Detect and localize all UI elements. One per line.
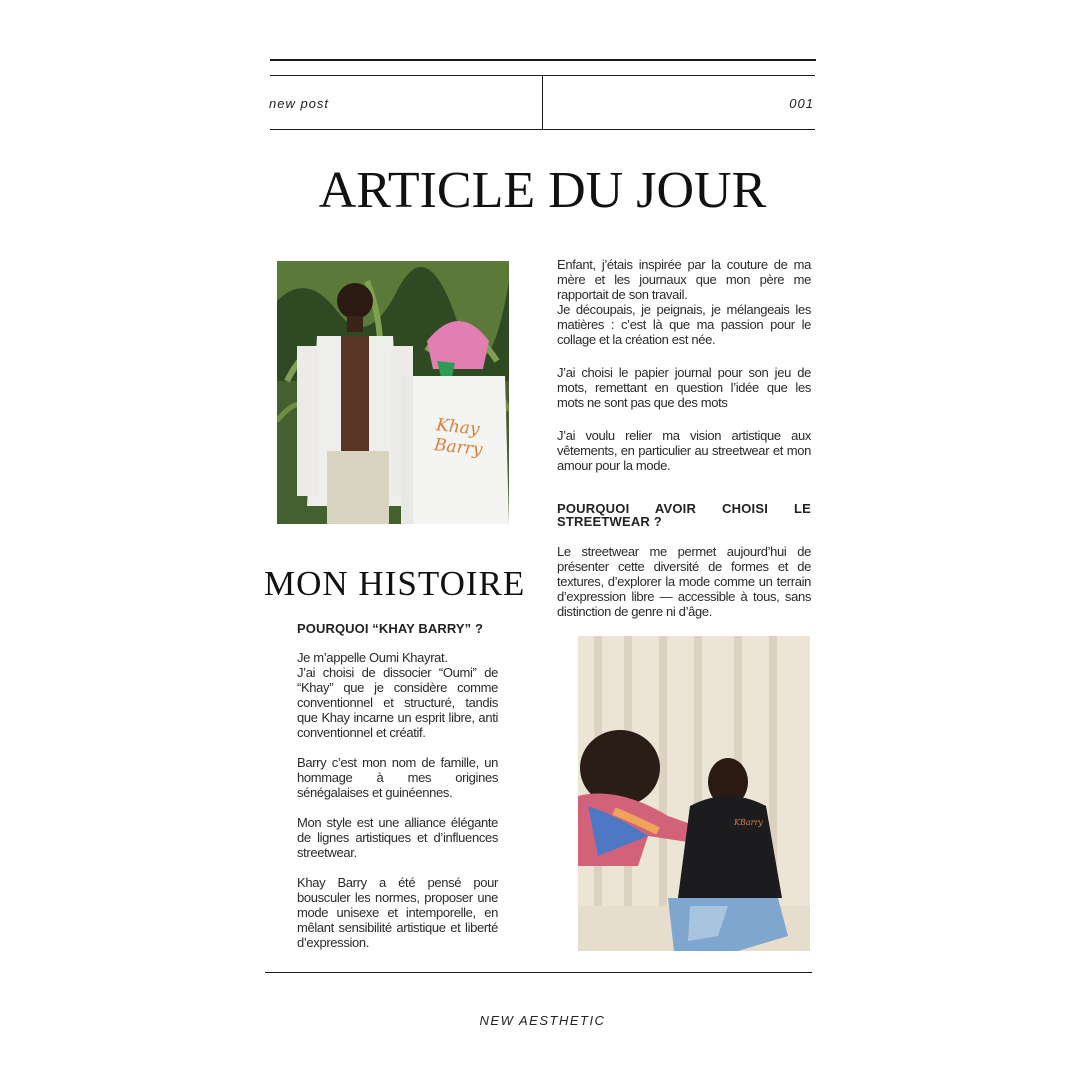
jacket-script-text: Khay Barry bbox=[433, 415, 484, 461]
right-paragraph-3: J’ai voulu relier ma vision artistique aux vêtements, en particulier au streetwear et mon amour pour la mode. bbox=[557, 428, 811, 473]
photo-duo-garden-image bbox=[277, 261, 509, 524]
left-paragraph-3: Mon style est une alliance élégante de lignes artistiques et d’influences streetwear. bbox=[297, 815, 498, 860]
right-paragraph-2: J’ai choisi le papier journal pour son jeu de mots, remettant en question l’idée que les mots ne sont pas que des mots bbox=[557, 365, 811, 410]
hoodie-script-text: KBarry bbox=[734, 818, 763, 827]
right-column bbox=[557, 257, 811, 619]
header-rule-lower bbox=[270, 129, 815, 130]
header-left-label: new post bbox=[269, 96, 330, 111]
right-column-heading: POURQUOI AVOIR CHOISI LE STREETWEAR ? bbox=[557, 501, 811, 529]
left-paragraph-2: Barry c’est mon nom de famille, un hommage à mes origines sénégalaises et guinéennes. bbox=[297, 755, 498, 800]
header-top-rule bbox=[270, 59, 816, 61]
left-paragraph-1: Je m’appelle Oumi Khayrat. J’ai choisi de dissocier “Oumi” de “Khay” que je considère comme conventionnel et structuré, tandis que Khay incarne un esprit libre, anti conventionnel et créatif. bbox=[297, 650, 498, 740]
left-column-heading: POURQUOI “KHAY BARRY” ? bbox=[297, 621, 484, 636]
footer-rule bbox=[265, 972, 812, 973]
photo-duo-garden bbox=[277, 261, 509, 524]
section-title: MON HISTOIRE bbox=[264, 564, 526, 603]
footer-label: NEW AESTHETIC bbox=[479, 1013, 606, 1028]
photo-makeup-session-image bbox=[578, 636, 810, 951]
right-closing-paragraph: Le streetwear me permet aujourd’hui de présenter cette diversité de formes et de textures, d’explorer la mode comme un terrain d’expression libre — accessible à tous, sans distinction de genre ni d’âge. bbox=[557, 544, 811, 619]
right-paragraph-1: Enfant, j’étais inspirée par la couture de ma mère et les journaux que mon père me rapportait de son travail. Je découpais, je peignais, je mélangeais les matières : c’est là que ma passion pour le collage et la création est née. bbox=[557, 257, 811, 347]
header-post-number: 001 bbox=[789, 96, 814, 111]
left-paragraph-4: Khay Barry a été pensé pour bousculer les normes, proposer une mode unisexe et intemporelle, en mêlant sensibilité artistique et liberté d’expression. bbox=[297, 875, 498, 950]
page-title: ARTICLE DU JOUR bbox=[318, 162, 767, 219]
photo-makeup-session bbox=[578, 636, 810, 951]
header-divider bbox=[542, 75, 543, 130]
left-column bbox=[297, 622, 498, 950]
